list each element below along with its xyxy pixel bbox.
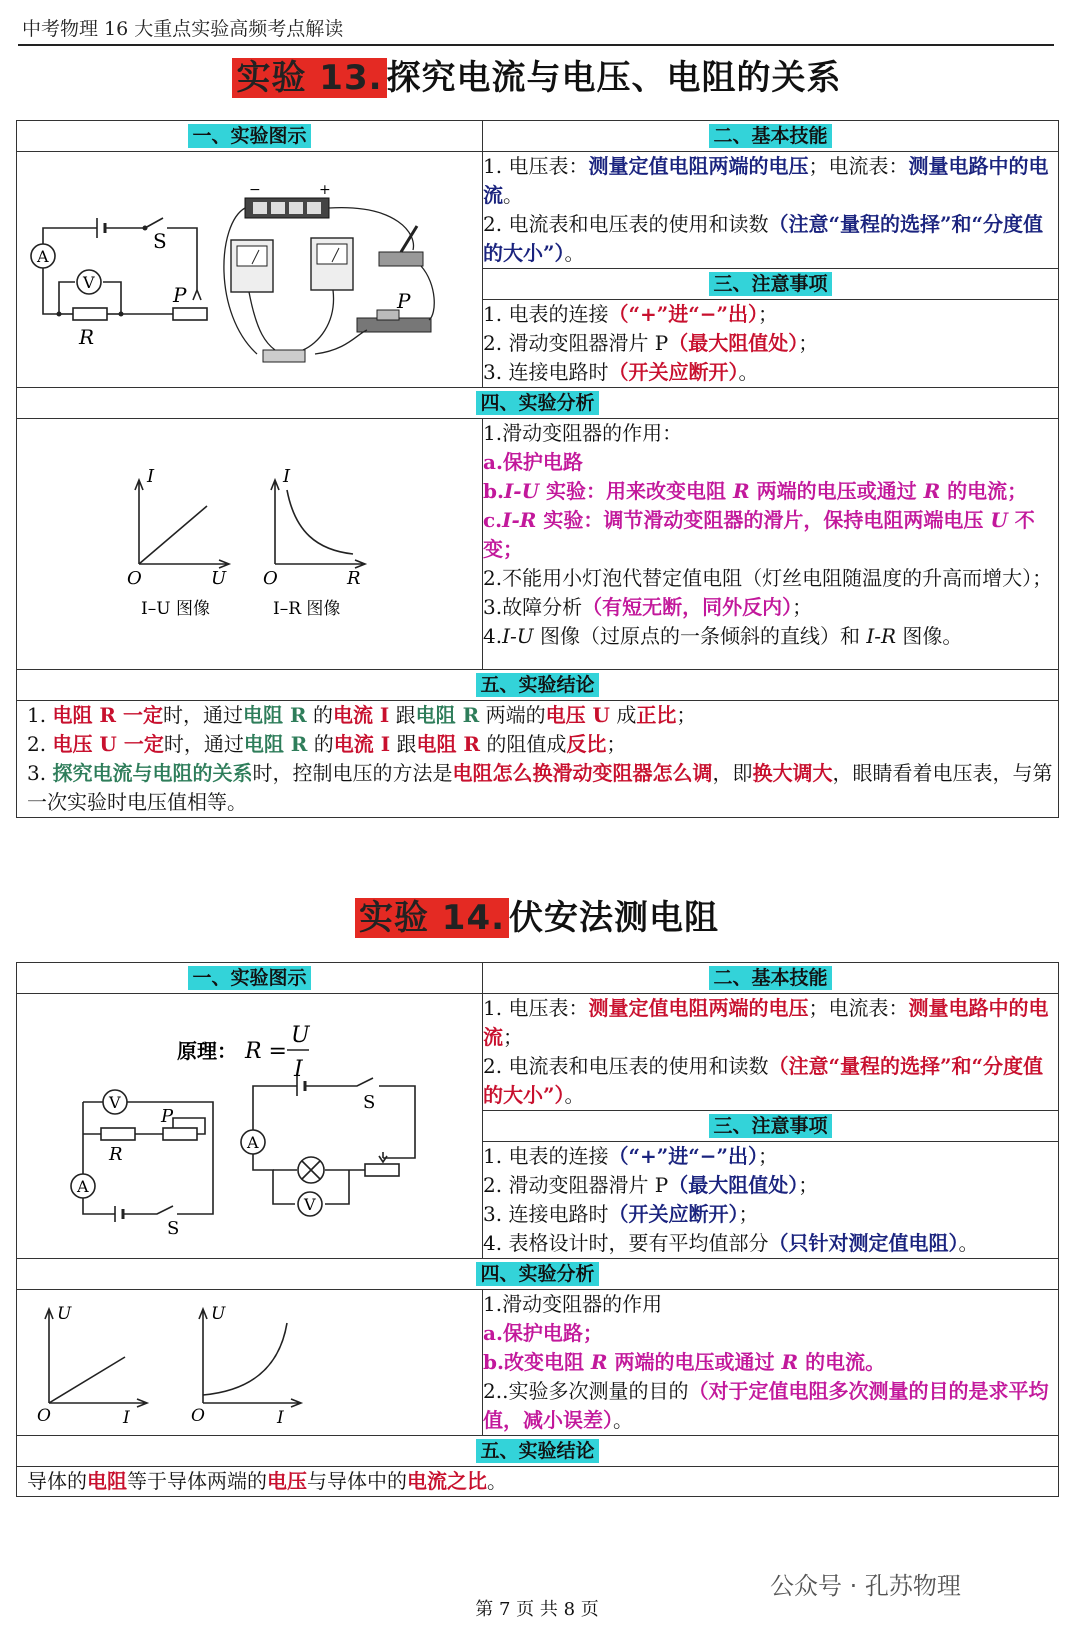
exp14-conclusion-heading: 五、实验结论 [476,1439,598,1463]
voltmeter-label: V [109,1093,121,1112]
t: 导体的 [27,1469,87,1493]
t: ； [606,732,627,756]
exp13-skills-cell [483,152,1059,269]
t: 换大调大 [752,761,833,785]
t: （注意“量程的选择”和“分度值的大小”） [483,212,1043,265]
t: 电流之比 [407,1469,487,1493]
exp13-skills-heading: 二、基本技能 [709,124,831,148]
t: ； [738,1202,759,1226]
t: 测量定值电阻两端的电压 [588,996,809,1020]
conclusion-line [27,1467,1058,1496]
t: 。 [613,1408,633,1432]
exp14-skill-2 [483,1052,1058,1110]
exp13-skill-1 [483,152,1058,210]
t: 3. 连接电路时 [483,1202,609,1226]
t: R [923,479,941,503]
t: R [781,1350,799,1374]
t: （“+”进“−”出） [608,302,758,326]
t: 实验：用来改变电阻 [539,479,733,503]
exp13-note-1 [483,300,1058,329]
t: 3. [27,761,53,785]
t: 的电流； [940,479,1028,503]
t: 电阻 R [243,732,308,756]
t: 1. 电压表： [483,154,589,178]
t: ； [792,595,813,619]
t: 时，通过 [163,703,243,727]
exp13-conclusion-header [17,670,1059,701]
t: 电流 I [333,732,391,756]
exp14-diagram-header [17,963,483,994]
exp14-note-4 [483,1229,1058,1258]
t: （最大阻值处） [668,1173,799,1197]
t: 两端的电压或通过 [749,479,924,503]
t: 探究电流与电阻的关系 [52,761,253,785]
exp14-diagram-cell [17,994,483,1259]
exp14-diagram-heading: 一、实验图示 [188,966,310,990]
axis-label: U [211,568,227,589]
exp14-notes-heading: 三、注意事项 [709,1114,831,1138]
iu-line [139,506,207,564]
exp13-analysis-cell [483,419,1059,670]
ui-curve [203,1323,287,1395]
exp13-graphs-cell [17,419,483,670]
exp13-title-text: 探究电流与电压、电阻的关系 [386,58,842,98]
t: 不变； [483,508,1035,561]
t: R [590,1350,608,1374]
t: ； [676,703,697,727]
exp14-note-2 [483,1171,1058,1200]
exp13-table [16,120,1059,818]
exp14-table [16,962,1059,1497]
exp14-skill-1 [483,994,1058,1052]
t: ； [798,331,819,355]
t: ，眼睛看着电压表，与第一次实验时电压值相等。 [27,761,1053,814]
exp14-notes-header [483,1111,1059,1142]
t: 1. [27,703,53,727]
t: 电压 U 一定 [52,732,164,756]
exp13-diagram-heading: 一、实验图示 [188,124,310,148]
exp14-graphs [17,1291,479,1427]
t: 电压 [267,1469,307,1493]
t: 4. [483,624,503,648]
switch-label: S [153,228,167,253]
t: 1. 电压表： [483,996,589,1020]
t: ； [798,1173,819,1197]
ammeter-label: A [37,246,49,266]
exp13-note-2 [483,329,1058,358]
t: 电阻 R [415,703,480,727]
exp14-conclusion-header [17,1436,1059,1467]
t: 1. 电表的连接 [483,302,609,326]
t: 。 [564,241,585,265]
t: 跟 [389,703,416,727]
exp13-notes-heading: 三、注意事项 [709,272,831,296]
exp14-skills-cell [483,994,1059,1111]
t: R [733,479,750,503]
battery-minus: − [249,181,261,198]
resistor-label: R [79,324,95,349]
axis-label: I [123,1407,130,1427]
t: 电阻 [87,1469,127,1493]
t: b.改变电阻 [483,1350,591,1374]
t: 2. 滑动变阻器滑片 P [483,331,669,355]
t: （开关应断开） [608,1202,739,1226]
analysis-line [483,1377,1058,1435]
t: （“+”进“−”出） [608,1144,758,1168]
t: （有短无断，同外反内） [582,595,793,619]
t: ； [757,1144,778,1168]
exp13-analysis-heading: 四、实验分析 [476,391,598,415]
t: 时，控制电压的方法是 [252,761,453,785]
analysis-line [483,593,1058,622]
exp13-title [0,50,1074,99]
exp14-tag: 实验 14. [355,898,509,938]
axis-label: I [283,466,291,487]
t: 图像。 [896,624,963,648]
exp14-analysis-cell [483,1290,1059,1436]
t: U [990,508,1008,532]
t: b. [483,479,504,503]
ir-curve [287,490,353,554]
axis-label: O [37,1405,51,1426]
exp13-notes-header [483,269,1059,300]
exp13-circuit-figure [17,154,479,378]
t: 两端的 [479,703,546,727]
t: 。 [564,1083,585,1107]
switch-label: S [167,1218,180,1239]
exp13-analysis-header [17,388,1059,419]
slider-label: P [173,282,187,307]
graph-caption: I–U 图像 [141,599,210,619]
t: 。 [487,1469,507,1493]
t: ；电流表： [808,996,909,1020]
t: 测量电路中的电流 [483,154,1049,207]
t: 2. 电流表和电压表的使用和读数 [483,1054,769,1078]
t: 测量定值电阻两端的电压 [588,154,809,178]
exp13-conclusion-cell [17,701,1059,818]
exp14-title-text: 伏安法测电阻 [509,898,720,938]
analysis-line [483,506,1058,564]
exp13-diagram-header [17,121,483,152]
axis-label: O [263,568,278,589]
axis-label: I [277,1407,284,1427]
exp13-note-3 [483,358,1058,387]
t: 电阻 R 一定 [52,703,163,727]
watermark: 公众号 · 孔苏物理 [770,1572,961,1600]
t: 2. [27,732,53,756]
axis-label: U [57,1303,72,1324]
principle-label: 原理： [177,1039,237,1063]
t: 等于导体两端的 [127,1469,267,1493]
t: ； [503,1025,523,1049]
exp14-analysis-header [17,1259,1059,1290]
t: （对于定值电阻多次测量的目的是求平均值，减小误差） [483,1379,1049,1432]
t: 1. 电表的连接 [483,1144,609,1168]
t: ； [757,302,778,326]
analysis-line: 1.滑动变阻器的作用 [483,1292,663,1316]
battery-plus: + [319,181,331,198]
analysis-line: a.保护电路 [483,450,583,474]
page-footer: 第 7 页 共 8 页 [475,1599,599,1620]
t: 2..实验多次测量的目的 [483,1379,689,1403]
t: 电阻 R [416,732,481,756]
voltmeter-label: V [304,1195,316,1214]
slider-label: P [161,1106,174,1127]
t: 两端的电压或通过 [607,1350,782,1374]
ammeter-label: A [247,1133,259,1152]
t: 实验：调节滑动变阻器的滑片，保持电阻两端电压 [536,508,991,532]
exp14-title [0,890,1074,939]
analysis-line [483,477,1058,506]
t: I-R [502,508,537,532]
exp14-skills-header [483,963,1059,994]
t: 的阻值成 [480,732,567,756]
exp14-analysis-heading: 四、实验分析 [476,1262,598,1286]
exp13-graphs [17,420,479,660]
axis-label: I [147,466,155,487]
exp14-notes-cell [483,1142,1059,1259]
exp13-tag: 实验 13. [232,58,386,98]
t: 电流 I [332,703,390,727]
t: 反比 [566,732,607,756]
t: 电阻 R [243,703,307,727]
t: 3.故障分析 [483,595,583,619]
exp14-circuit-figure [17,996,479,1248]
analysis-line: 1.滑动变阻器的作用： [483,421,683,445]
t: 成 [610,703,637,727]
analysis-line: a.保护电路； [483,1321,603,1345]
t: 。 [503,183,523,207]
t: 2. 电流表和电压表的使用和读数 [483,212,769,236]
t: 2. 滑动变阻器滑片 P [483,1173,669,1197]
t: I-U [503,479,540,503]
t: 。 [738,360,759,384]
t: 。 [958,1231,979,1255]
t: 的电流。 [798,1350,886,1374]
t: （最大阻值处） [668,331,799,355]
analysis-line [483,622,1058,651]
axis-label: O [191,1405,205,1426]
principle-numerator: U [291,1023,310,1048]
page-header: 中考物理 16 大重点实验高频考点解读 [22,18,344,40]
t: 正比 [636,703,677,727]
t: 的 [307,732,334,756]
t: （只针对测定值电阻） [768,1231,959,1255]
voltmeter-label: V [83,272,95,292]
t: 图像（过原点的一条倾斜的直线）和 [533,624,867,648]
rheostat-label: P [397,288,411,313]
principle-denominator: I [294,1057,303,1082]
ui-line [49,1357,125,1403]
exp14-note-1 [483,1142,1058,1171]
axis-label: U [211,1303,226,1324]
t: I-U [502,624,534,648]
exp13-skill-2 [483,210,1058,268]
t: ；电流表： [808,154,909,178]
analysis-line [483,1348,1058,1377]
conclusion-line [27,730,1058,759]
resistor-label: R [109,1144,123,1165]
t: 的 [306,703,333,727]
t: 测量电路中的电流 [483,996,1049,1049]
t: 4. 表格设计时，要有平均值部分 [483,1231,769,1255]
t: 3. 连接电路时 [483,360,609,384]
exp14-conclusion-cell [17,1467,1059,1497]
exp13-notes-cell [483,300,1059,388]
exp13-diagram-cell [17,152,483,388]
t: 时，通过 [163,732,244,756]
header-rule [18,44,1054,46]
t: （注意“量程的选择”和“分度值的大小”） [483,1054,1043,1107]
exp14-graphs-cell [17,1290,483,1436]
switch-label: S [363,1092,376,1113]
analysis-line: 2.不能用小灯泡代替定值电阻（灯丝电阻随温度的升高而增大）； [483,566,1053,590]
t: 电阻怎么换滑动变阻器怎么调 [452,761,713,785]
t: （开关应断开） [608,360,739,384]
conclusion-line [27,759,1058,817]
exp13-skills-header [483,121,1059,152]
exp13-conclusion-heading: 五、实验结论 [476,673,598,697]
t: 跟 [390,732,417,756]
principle-lhs: R = [245,1039,287,1064]
t: 与导体中的 [307,1469,407,1493]
t: I-R [866,624,897,648]
ammeter-label: A [77,1177,89,1196]
exp14-note-3 [483,1200,1058,1229]
axis-label: R [347,568,361,589]
t: 电压 U [545,703,610,727]
apparatus-illustration [224,182,434,362]
graph-caption: I–R 图像 [273,599,341,619]
axis-label: O [127,568,142,589]
exp14-skills-heading: 二、基本技能 [709,966,831,990]
t: ，即 [712,761,753,785]
conclusion-line [27,701,1058,730]
t: c. [483,508,503,532]
